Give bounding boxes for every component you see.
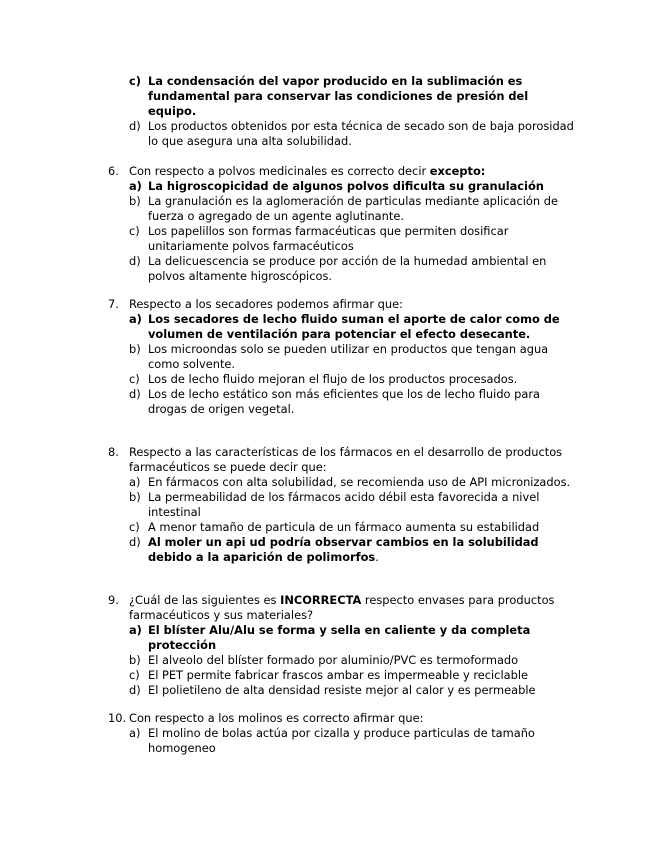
- option-text: Los de lecho fluido mejoran el flujo de los productos procesados.: [148, 372, 518, 386]
- option-text: La permeabilidad de los fármacos acido débil esta favorecida a nivel intestinal: [148, 490, 540, 519]
- question-6: [108, 164, 578, 284]
- option-text: En fármacos con alta solubilidad, se recomienda uso de API micronizados.: [148, 475, 571, 489]
- option-letter: d): [129, 119, 141, 133]
- option-text: Los papelillos son formas farmacéuticas que permiten dosificar unitariamente polvos farmacéuticos: [148, 224, 509, 253]
- option-letter: d): [129, 387, 141, 401]
- option-text: Los secadores de lecho fluido suman el aporte de calor como de volumen de ventilación para potenciar el efecto desecante.: [148, 312, 560, 341]
- option-text: Al moler un api ud podría observar cambios en la solubilidad debido a la aparición de polimorfos: [148, 535, 539, 564]
- option-q6-a: [129, 179, 578, 194]
- question-text: ¿Cuál de las siguientes es INCORRECTA respecto envases para productos farmacéuticos y sus materiales?: [129, 593, 555, 622]
- option-text: Los productos obtenidos por esta técnica de secado son de baja porosidad lo que asegura una alta solubilidad.: [148, 119, 574, 148]
- question-10: [108, 711, 578, 756]
- question-number: 7.: [108, 297, 119, 311]
- question-7: [108, 297, 578, 417]
- option-text: El PET permite fabricar frascos ambar es impermeable y reciclable: [148, 668, 528, 682]
- option-text: La granulación es la aglomeración de particulas mediante aplicación de fuerza o agregado de un agente aglutinante.: [148, 194, 558, 223]
- option-text: La delicuescencia se produce por acción de la humedad ambiental en polvos altamente higroscópicos.: [148, 254, 547, 283]
- option-text: Los de lecho estático son más eficientes que los de lecho fluido para drogas de origen vegetal.: [148, 387, 541, 416]
- option-letter: d): [129, 683, 141, 697]
- option-text: El alveolo del blíster formado por aluminio/PVC es termoformado: [148, 653, 519, 667]
- question-number: 6.: [108, 164, 119, 178]
- option-text: El molino de bolas actúa por cizalla y produce particulas de tamaño homogeneo: [148, 726, 535, 755]
- option-letter: c): [129, 224, 140, 238]
- option-letter: b): [129, 342, 141, 356]
- question-number: 8.: [108, 445, 119, 459]
- option-text: La higroscopicidad de algunos polvos dificulta su granulación: [148, 179, 544, 193]
- option-letter: d): [129, 535, 141, 549]
- option-letter: c): [129, 372, 140, 386]
- question-9: [108, 593, 578, 698]
- question-emphasis: INCORRECTA: [280, 593, 362, 607]
- option-letter: a): [129, 726, 141, 740]
- option-q9-c: [129, 668, 578, 683]
- option-suffix: .: [375, 550, 379, 564]
- option-text: El blíster Alu/Alu se forma y sella en caliente y da completa protección: [148, 623, 531, 652]
- option-q6-c: [129, 224, 578, 254]
- option-letter: d): [129, 254, 141, 268]
- question-text: Respecto a los secadores podemos afirmar que:: [129, 297, 403, 311]
- question-text: Con respecto a los molinos es correcto afirmar que:: [129, 711, 424, 725]
- option-q8-b: [129, 490, 578, 520]
- option-letter: a): [129, 623, 142, 637]
- question-emphasis: excepto:: [429, 164, 486, 178]
- question-text: Con respecto a polvos medicinales es correcto decir excepto:: [129, 164, 486, 178]
- option-letter: c): [129, 668, 140, 682]
- option-letter: b): [129, 653, 141, 667]
- question-number: 9.: [108, 593, 119, 607]
- option-letter: c): [129, 74, 141, 88]
- question-text: Respecto a las características de los fármacos en el desarrollo de productos farmacéuticos se puede decir que:: [129, 445, 563, 474]
- option-q8-d: [129, 535, 578, 565]
- option-q5-d: [129, 119, 578, 149]
- option-q9-a: [129, 623, 578, 653]
- option-letter: c): [129, 520, 140, 534]
- option-q6-d: [129, 254, 578, 284]
- option-q9-d: [129, 683, 578, 698]
- option-text: Los microondas solo se pueden utilizar en productos que tengan agua como solvente.: [148, 342, 549, 371]
- option-letter: a): [129, 312, 142, 326]
- question-5-tail: [108, 74, 578, 149]
- option-q8-c: [129, 520, 578, 535]
- question-number: 10.: [108, 711, 127, 725]
- option-text: El polietileno de alta densidad resiste mejor al calor y es permeable: [148, 683, 536, 697]
- option-letter: b): [129, 194, 141, 208]
- option-q7-c: [129, 372, 578, 387]
- option-q7-d: [129, 387, 578, 417]
- option-letter: b): [129, 490, 141, 504]
- option-q8-a: [129, 475, 578, 490]
- option-q5-c: [129, 74, 578, 119]
- option-q9-b: [129, 653, 578, 668]
- option-letter: a): [129, 475, 141, 489]
- option-q7-a: [129, 312, 578, 342]
- option-q6-b: [129, 194, 578, 224]
- question-8: [108, 445, 578, 565]
- option-q7-b: [129, 342, 578, 372]
- option-letter: a): [129, 179, 142, 193]
- option-text: A menor tamaño de particula de un fármaco aumenta su estabilidad: [148, 520, 540, 534]
- option-text: La condensación del vapor producido en la sublimación es fundamental para conservar las condiciones de presión del equipo.: [148, 74, 529, 118]
- option-q10-a: [129, 726, 578, 756]
